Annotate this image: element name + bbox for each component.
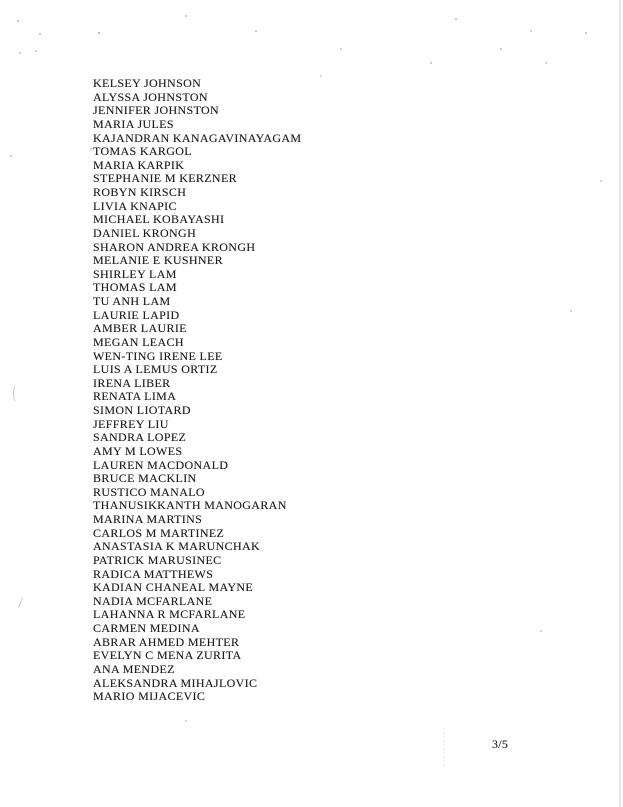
list-item: STEPHANIE M KERZNER	[93, 171, 237, 186]
scan-noise-speckles	[17, 20, 19, 22]
name-list	[93, 77, 301, 704]
scan-dotted-artifact	[443, 728, 444, 768]
list-item: RUSTICO MANALO	[93, 484, 205, 499]
list-item: ROBYN KIRSCH	[93, 185, 187, 199]
list-item: CARLOS M MARTINEZ	[93, 525, 225, 540]
list-item: IRENA LIBER	[93, 375, 171, 390]
list-item: MARIA JULES	[93, 116, 174, 131]
list-item: RADICA MATTHEWS	[93, 566, 214, 581]
list-item: KELSEY JOHNSON	[93, 76, 202, 90]
scan-edge-artifact	[619, 0, 621, 807]
list-item: LIVIA KNAPIC	[93, 198, 177, 213]
list-item: LAHANNA R MCFARLANE	[93, 607, 246, 622]
list-item: DANIEL KRONGH	[93, 225, 197, 240]
list-item: RENATA LIMA	[93, 389, 177, 404]
list-item: MARIO MIJACEVIC	[93, 689, 206, 704]
list-item: MARIA KARPIK	[93, 157, 185, 172]
list-item: ANA MENDEZ	[93, 661, 175, 676]
list-item: TU ANH LAM	[93, 294, 171, 308]
list-item: ALYSSA JOHNSTON	[93, 89, 208, 104]
list-item: SANDRA LOPEZ	[93, 430, 187, 445]
list-item: AMBER LAURIE	[93, 321, 187, 336]
list-item: SHARON ANDREA KRONGH	[93, 239, 256, 254]
list-item: ANASTASIA K MARUNCHAK	[93, 539, 261, 554]
list-item: PATRICK MARUSINEC	[93, 552, 222, 567]
list-item: JEFFREY LIU	[93, 416, 169, 431]
list-item: JENNIFER JOHNSTON	[93, 103, 220, 118]
list-item: MEGAN LEACH	[93, 334, 184, 349]
page-number: 3/5	[492, 737, 509, 751]
list-item: SIMON LIOTARD	[93, 403, 191, 417]
scan-mark-artifact	[13, 384, 20, 402]
list-item: THANUSIKKANTH MANOGARAN	[93, 498, 287, 513]
list-item: KAJANDRAN KANAGAVINAYAGAM	[93, 130, 302, 145]
list-item: KADIAN CHANEAL MAYNE	[93, 580, 254, 595]
list-item: LAUREN MACDONALD	[93, 457, 229, 472]
list-item: WEN-TING IRENE LEE	[93, 348, 223, 363]
list-item: SHIRLEY LAM	[93, 266, 177, 281]
list-item: MICHAEL KOBAYASHI	[93, 212, 225, 227]
list-item: ALEKSANDRA MIHAJLOVIC	[93, 675, 258, 690]
list-item: MARINA MARTINS	[93, 512, 203, 526]
list-item: BRUCE MACKLIN	[93, 471, 197, 486]
list-item: TOMAS KARGOL	[93, 144, 192, 159]
list-item: AMY M LOWES	[93, 443, 183, 458]
list-item: THOMAS LAM	[93, 280, 177, 295]
list-item: CARMEN MEDINA	[93, 621, 200, 635]
list-item: LUIS A LEMUS ORTIZ	[93, 362, 218, 377]
scan-stroke-artifact	[18, 597, 24, 608]
list-item: NADIA MCFARLANE	[93, 593, 213, 608]
list-item: ABRAR AHMED MEHTER	[93, 634, 240, 649]
list-item: LAURIE LAPID	[93, 307, 180, 322]
list-item: EVELYN C MENA ZURITA	[93, 648, 242, 663]
list-item: MELANIE E KUSHNER	[93, 253, 223, 268]
